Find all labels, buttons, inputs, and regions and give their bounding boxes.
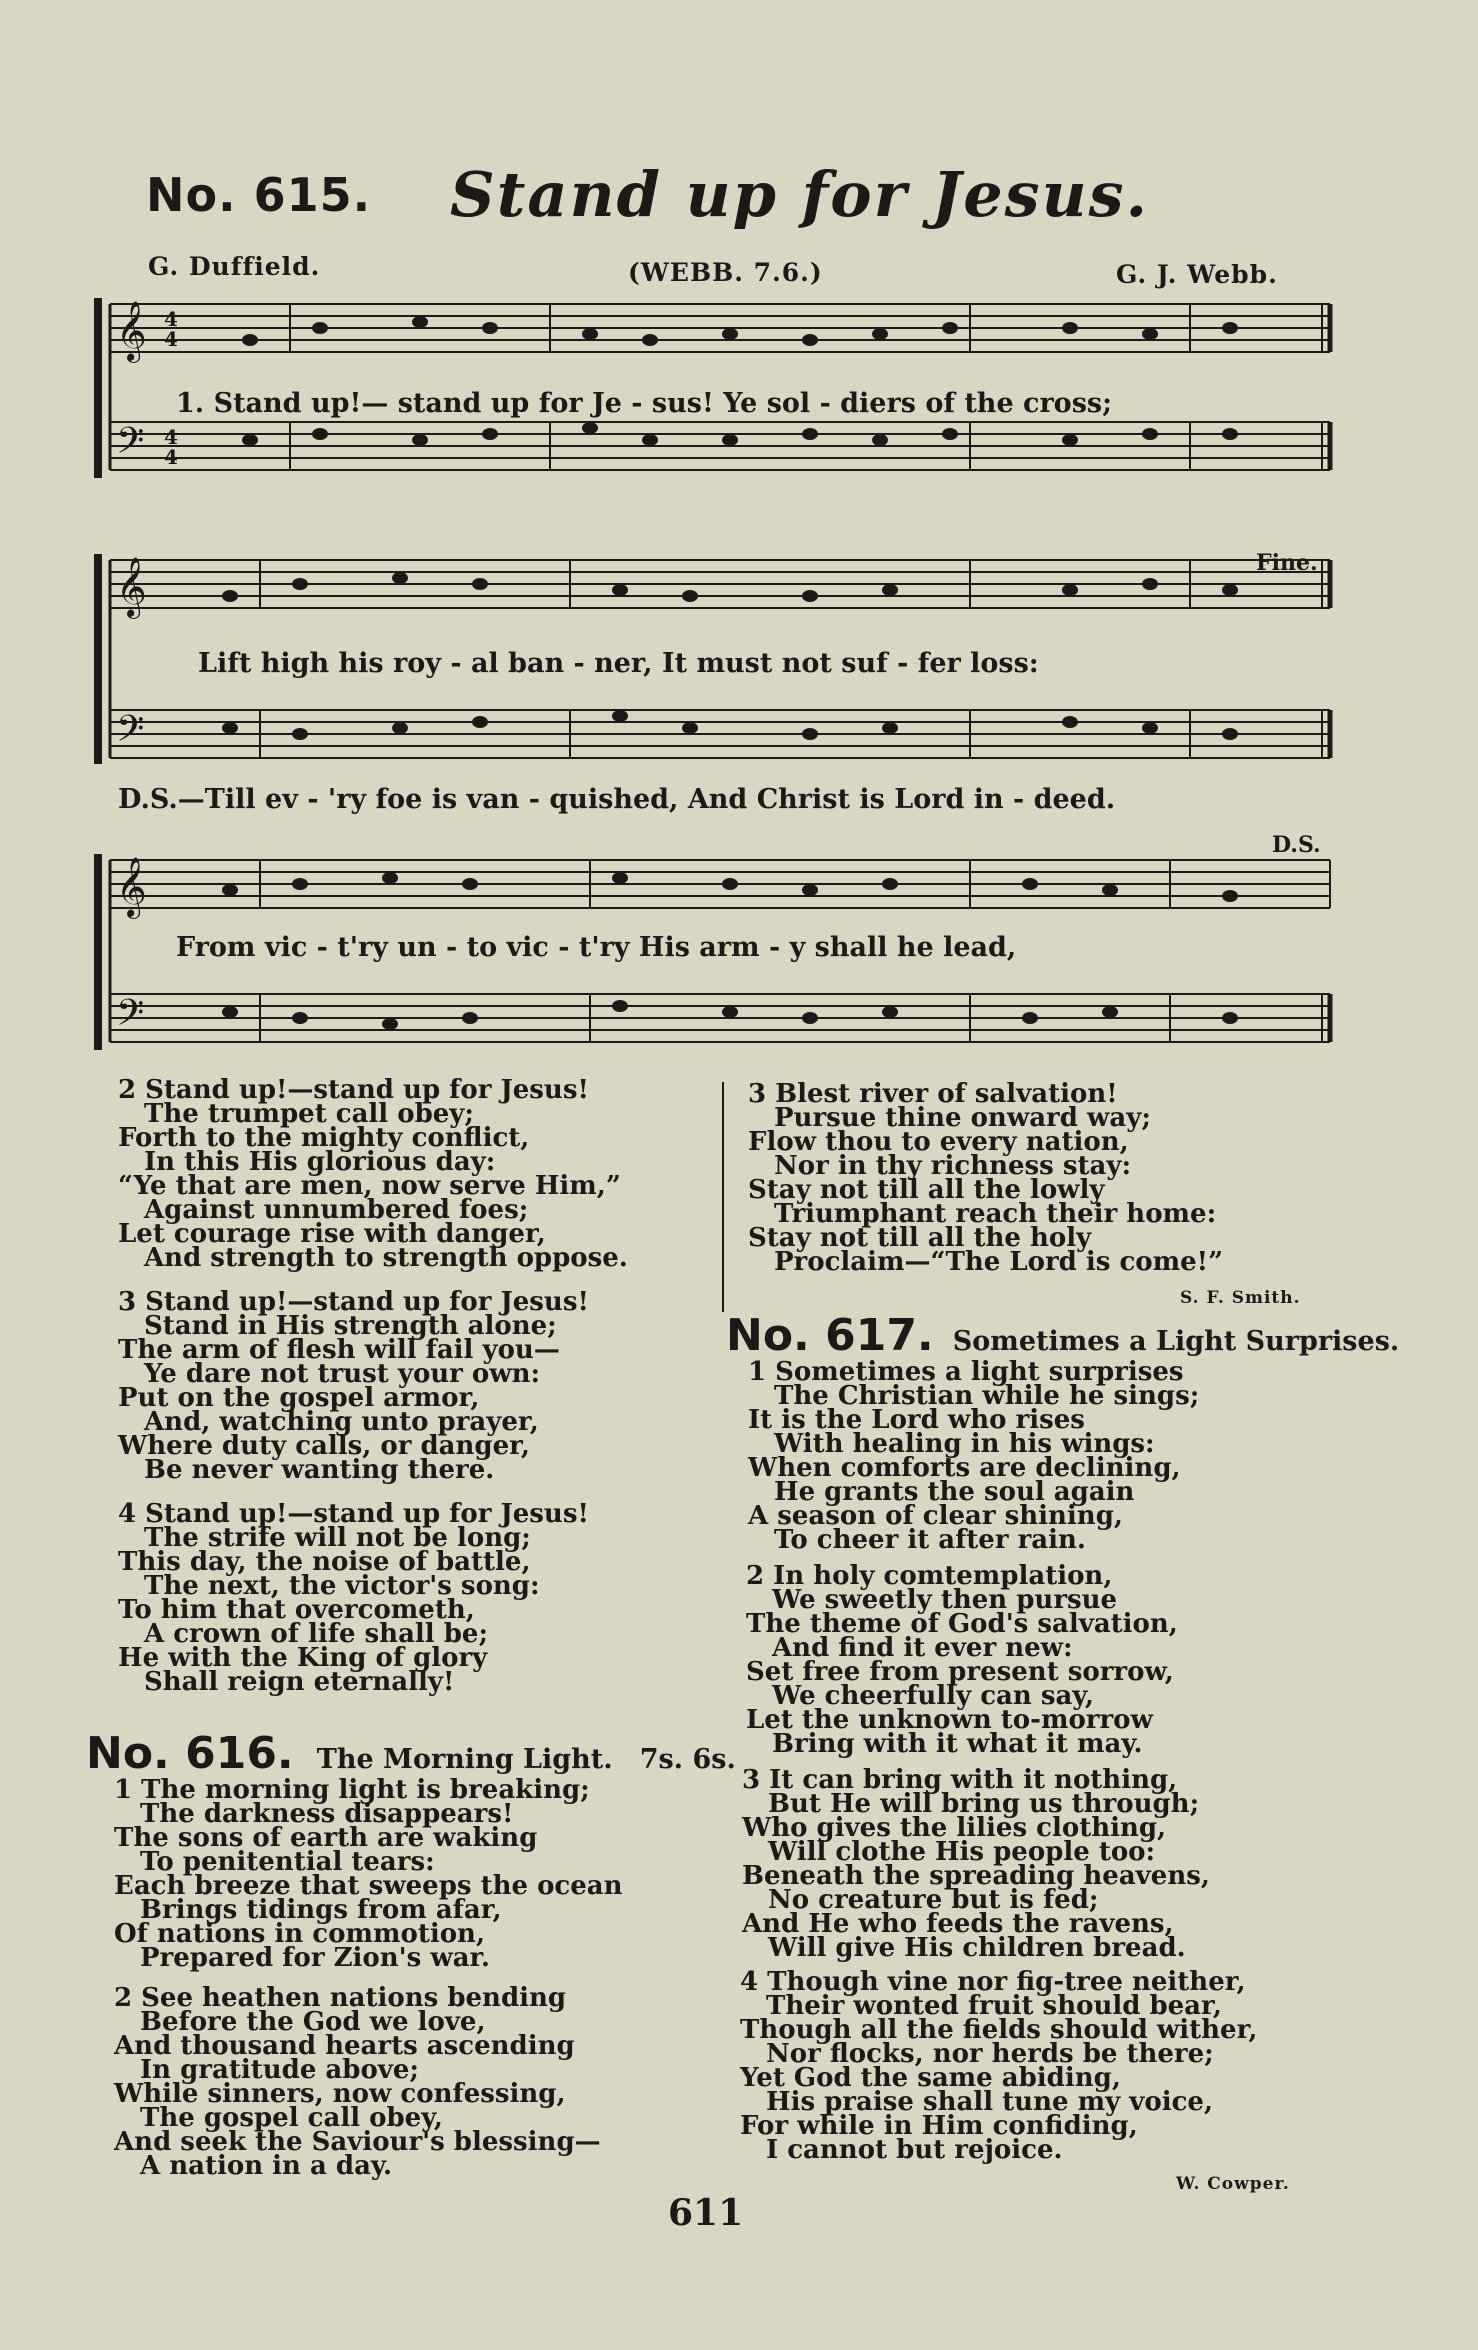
hymn-617-verse-4: 4 Though vine nor fig-tree neither, Their wonted fruit should bear, Though all the fields should wither, Nor flocks, nor herds be there; Yet God the same abiding, His praise shall tune my voice, For while in Him confiding, I cannot but rejoice. <box>740 1967 1258 2165</box>
hymn-617-title: Sometimes a Light Surprises. <box>952 1326 1400 1357</box>
ds-mark: D.S. <box>1272 832 1321 858</box>
hymn-615-author: G. Duffield. <box>148 252 321 281</box>
svg-text:𝄢: 𝄢 <box>116 708 145 759</box>
hymn-616-meter: 7s. 6s. <box>639 1744 736 1775</box>
hymn-616-number: No. 616. <box>86 1728 294 1779</box>
hymn-616-verse-1: 1 The morning light is breaking; The darkness disappears! The sons of earth are waking To penitential tears: Each breeze that sweeps the ocean Brings tidings from afar, Of nations in commotion, Prepared for Zion's war. <box>114 1775 623 1973</box>
hymn-615-verse-3: 3 Stand up!—stand up for Jesus! Stand in His strength alone; The arm of flesh will fail you— Ye dare not trust your own: Put on the gospel armor, And, watching unto prayer, Where duty calls, or danger, Be never wanting there. <box>118 1287 589 1485</box>
lyric-line-2: Lift high his roy - al ban - ner, It must not suf - fer loss: <box>198 648 1039 679</box>
hymn-615-number: No. 615. <box>146 168 372 222</box>
hymn-615-title: Stand up for Jesus. <box>450 158 1150 231</box>
svg-text:4: 4 <box>164 327 178 351</box>
hymn-615-composer: G. J. Webb. <box>1116 260 1278 289</box>
page-number: 611 <box>668 2192 744 2234</box>
hymn-616-author: S. F. Smith. <box>1180 1288 1301 1308</box>
hymn-615-verse-4: 4 Stand up!—stand up for Jesus! The strife will not be long; This day, the noise of battle, The next, the victor's song: To him that overcometh, A crown of life shall be; He with the King of glory Shall reign eternally! <box>118 1499 589 1697</box>
fine-mark: Fine. <box>1256 550 1318 576</box>
hymn-616-verse-2: 2 See heathen nations bending Before the God we love, And thousand hearts ascending In gratitude above; While sinners, now confessing, The gospel call obey, And seek the Saviour's blessing— A nation in a day. <box>114 1983 601 2181</box>
hymn-617-verse-3: 3 It can bring with it nothing, But He will bring us through; Who gives the lilies clothing, Will clothe His people too: Beneath the spreading heavens, No creature but is fed; And He who feeds the ravens, Will give His children bread. <box>742 1765 1210 1963</box>
hymn-615-verse-2: 2 Stand up!—stand up for Jesus! The trumpet call obey; Forth to the mighty conflict, In this His glorious day: “Ye that are men, now serve Him,” Against unnumbered foes; Let courage rise with danger, And strength to strength oppose. <box>118 1075 628 1273</box>
column-divider <box>722 1082 724 1312</box>
hymn-617-verse-2: 2 In holy comtemplation, We sweetly then pursue The theme of God's salvation, And find it ever new: Set free from present sorrow, We cheerfully can say, Let the unknown to-morrow Bring with it what it may. <box>746 1561 1178 1759</box>
svg-text:4: 4 <box>164 307 178 331</box>
hymn-617-number: No. 617. <box>726 1310 934 1361</box>
svg-text:4: 4 <box>164 445 178 469</box>
svg-text:𝄢: 𝄢 <box>116 992 145 1043</box>
svg-text:𝄞: 𝄞 <box>116 301 147 361</box>
hymn-617-header <box>726 1310 1399 1361</box>
svg-text:𝄞: 𝄞 <box>116 557 147 617</box>
lyric-line-1: 1. Stand up!— stand up for Je - sus! Ye sol - diers of the cross; <box>176 388 1113 419</box>
svg-text:𝄞: 𝄞 <box>116 857 147 917</box>
hymn-616-verse-3: 3 Blest river of salvation! Pursue thine onward way; Flow thou to every nation, Nor in thy richness stay: Stay not till all the lowly Triumphant reach their home: Stay not till all the holy Proclaim—“The Lord is come!” <box>748 1079 1224 1277</box>
svg-text:𝄢: 𝄢 <box>116 420 145 471</box>
hymn-617-verse-1: 1 Sometimes a light surprises The Christian while he sings; It is the Lord who rises With healing in his wings: When comforts are declining, He grants the soul again A season of clear shining, To cheer it after rain. <box>748 1357 1200 1555</box>
lyric-line-ds: D.S.—Till ev - 'ry foe is van - quished, And Christ is Lord in - deed. <box>118 784 1116 815</box>
hymn-616-title: The Morning Light. <box>316 1744 613 1775</box>
hymn-615-tune: (WEBB. 7.6.) <box>628 258 823 287</box>
hymn-616-header <box>86 1728 736 1779</box>
svg-text:4: 4 <box>164 425 178 449</box>
lyric-line-3: From vic - t'ry un - to vic - t'ry His arm - y shall he lead, <box>176 932 1017 963</box>
hymn-617-author: W. Cowper. <box>1176 2174 1290 2194</box>
